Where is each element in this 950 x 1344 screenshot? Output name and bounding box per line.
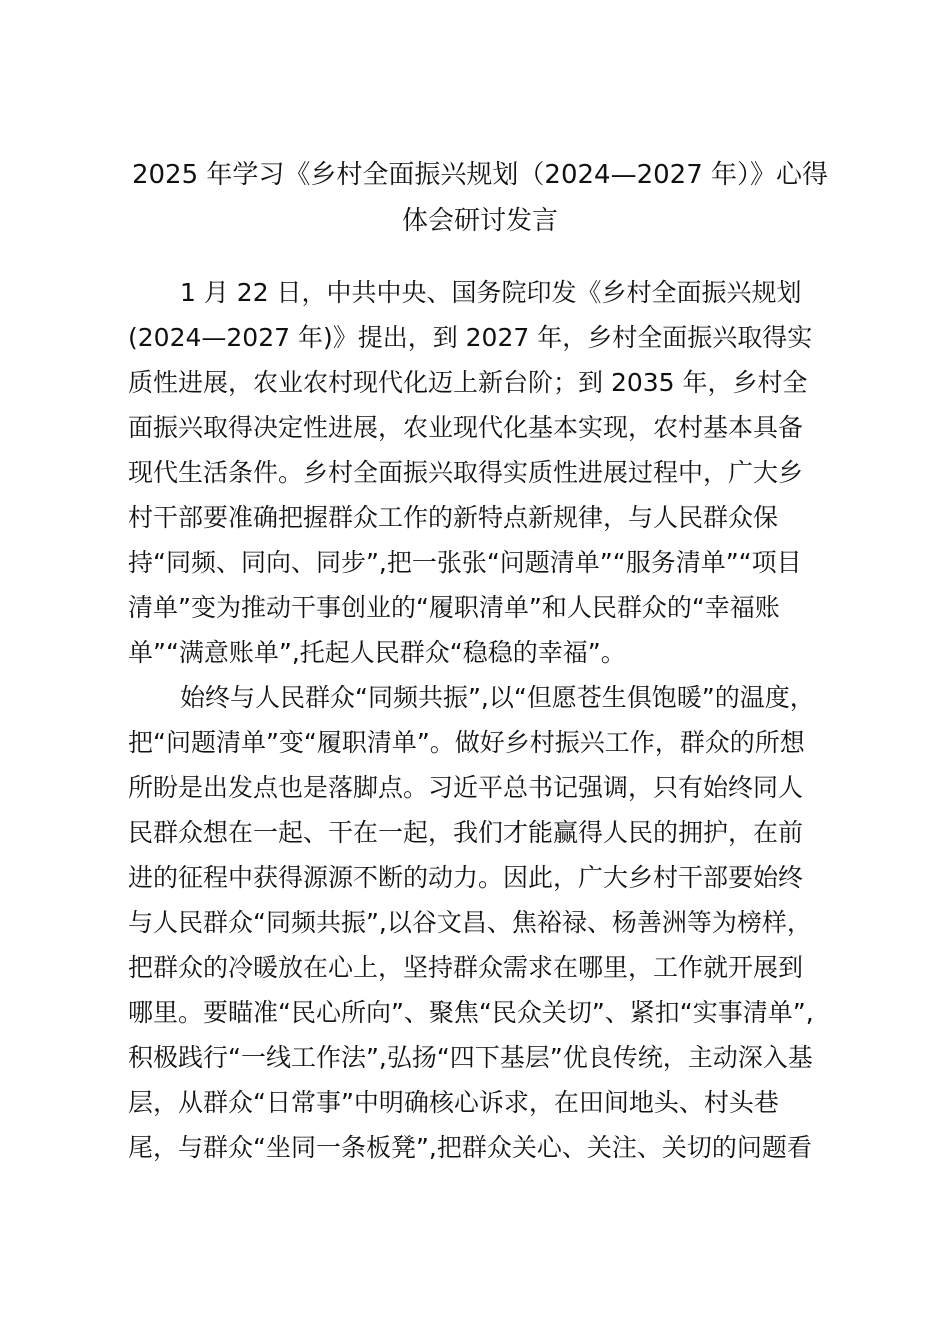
paragraph-line: 始终与人民群众“同频共振”,以“但愿苍生俱饱暖”的温度，: [180, 683, 815, 712]
paragraph-line: 单”“满意账单”,托起人民群众“稳稳的幸福”。: [128, 638, 626, 667]
paragraph-line: 持“同频、同向、同步”,把一张张“问题清单”“服务清单”“项目: [128, 548, 802, 577]
paragraph-line: 面振兴取得决定性进展，农业现代化基本实现，农村基本具备: [128, 413, 804, 442]
paragraph-line: 尾，与群众“坐同一条板凳”,把群众关心、关注、关切的问题看: [128, 1133, 812, 1162]
paragraph-line: 进的征程中获得源源不断的动力。因此，广大乡村干部要始终: [128, 863, 804, 892]
paragraph-line: 清单”变为推动干事创业的“履职清单”和人民群众的“幸福账: [128, 593, 780, 622]
paragraph-line: 哪里。要瞄准“民心所向”、聚焦“民众关切”、紧扣“实事清单”,: [128, 998, 814, 1027]
paragraph-line: 所盼是出发点也是落脚点。习近平总书记强调，只有始终同人: [128, 773, 804, 802]
paragraph-line: 把“问题清单”变“履职清单”。做好乡村振兴工作，群众的所想: [128, 728, 805, 757]
document-title-line-2: 体会研讨发言: [401, 206, 558, 236]
paragraph-line: 质性进展，农业农村现代化迈上新台阶；到 2035 年，乡村全: [128, 368, 808, 397]
paragraph-line: 村干部要准确把握群众工作的新特点新规律，与人民群众保: [128, 503, 779, 532]
paragraph-2: [128, 675, 840, 1170]
paragraph-line: 现代生活条件。乡村全面振兴取得实质性进展过程中，广大乡: [128, 458, 804, 487]
paragraph-line: 与人民群众“同频共振”,以谷文昌、焦裕禄、杨善洲等为榜样，: [128, 908, 812, 937]
document-title-line-1: 2025 年学习《乡村全面振兴规划（2024—2027 年）》心得: [131, 160, 829, 190]
paragraph-line: 层，从群众“日常事”中明确核心诉求，在田间地头、村头巷: [128, 1088, 779, 1117]
paragraph-line: 积极践行“一线工作法”,弘扬“四下基层”优良传统，主动深入基: [128, 1043, 813, 1072]
paragraph-line: 把群众的冷暖放在心上，坚持群众需求在哪里，工作就开展到: [128, 953, 804, 982]
paragraph-line: (2024—2027 年)》提出，到 2027 年，乡村全面振兴取得实: [128, 323, 813, 352]
paragraph-line: 民群众想在一起、干在一起，我们才能赢得人民的拥护，在前: [128, 818, 804, 847]
paragraph-line: 1 月 22 日，中共中央、国务院印发《乡村全面振兴规划: [180, 278, 802, 307]
paragraph-1: [128, 270, 840, 675]
